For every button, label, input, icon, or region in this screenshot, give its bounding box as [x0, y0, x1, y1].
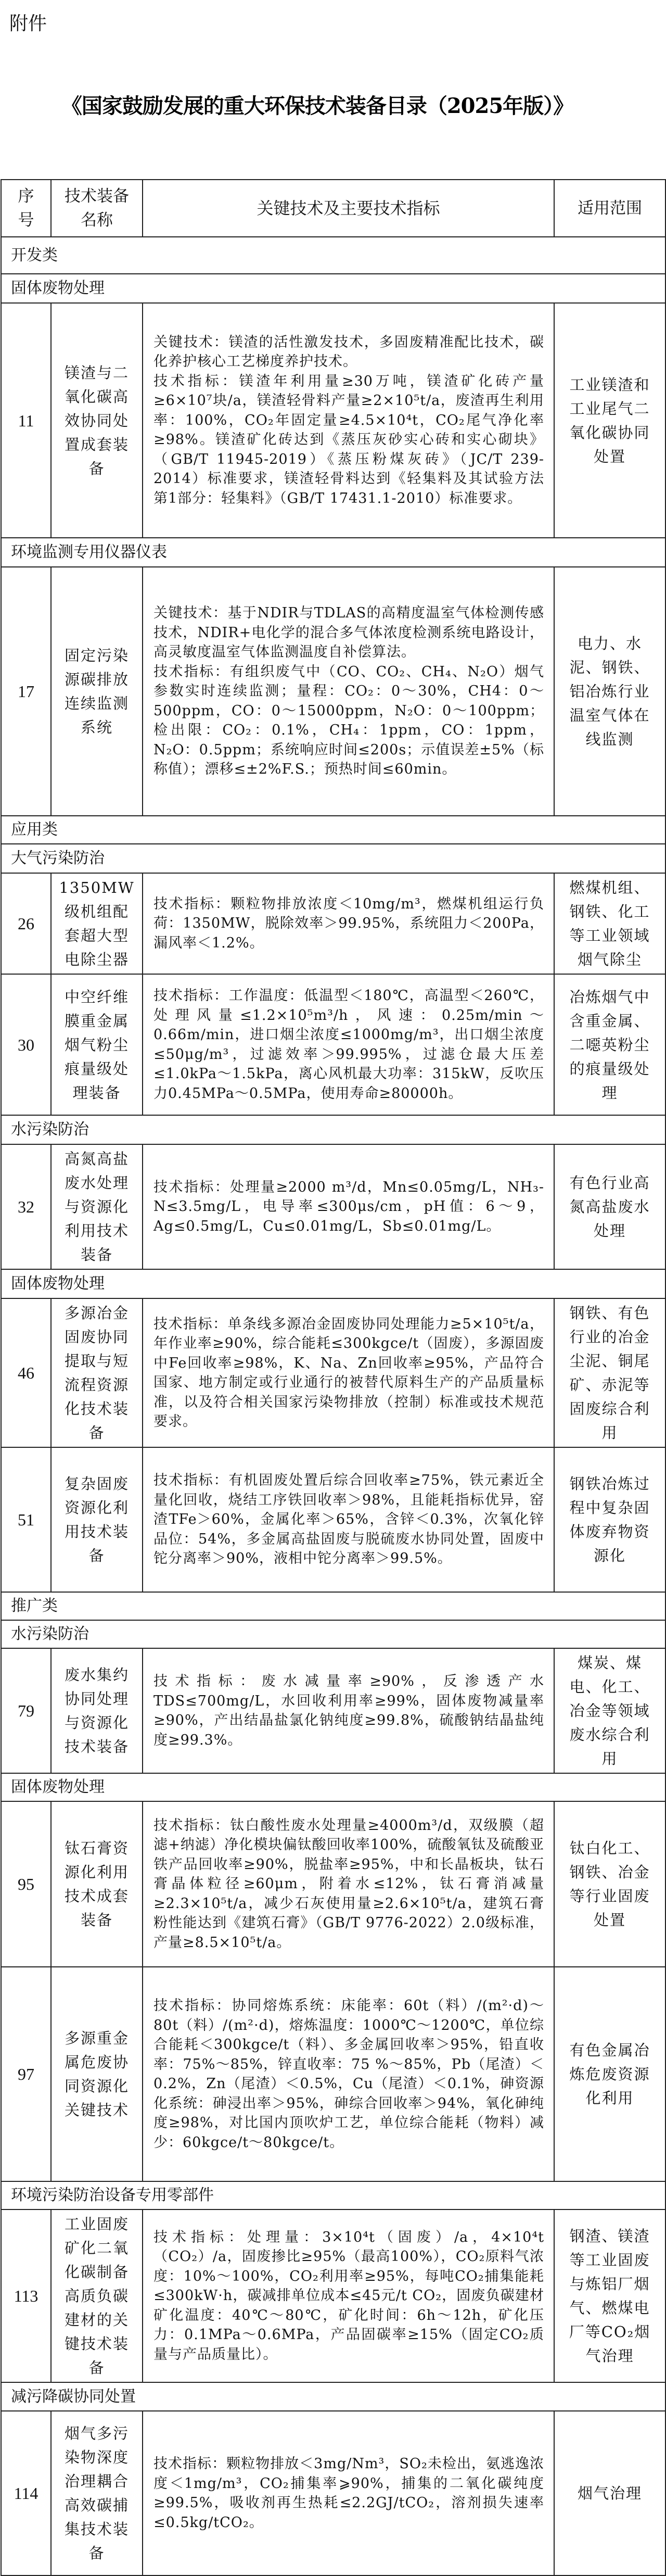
technology-paragraph: 技术指标：处理量：3×10⁴t（固废）/a，4×10⁴t（CO₂）/a，固废掺比≥95%（最高100%），CO₂原料气浓度：10%～100%，CO₂利用率≥95%，每吨CO₂捕集能耗≤300kW·h，碳减排单位成本≤45元/t CO₂，固废负碳建材矿化温度：40℃～80℃，矿化时间：6h～12h，矿化压力：0.1MPa～0.6MPa，产品固碳率≥15%（固定CO₂质量与产品质量比）。	[153, 2229, 544, 2363]
equipment-name-cell: 烟气多污染物深度治理耦合高效碳捕集技术装备	[51, 2411, 143, 2575]
equipment-name-cell: 钛石膏资源化利用技术成套装备	[51, 1801, 143, 1967]
technology-paragraph: 技术指标：钛白酸性废水处理量≥4000m³/d，双级膜（超滤+纳滤）净化模块偏钛酸回收率100%，硫酸氧钛及硫酸亚铁产品回收率≥90%，脱盐率≥95%，中和长晶板块，钛石膏晶体粒径≥60μm，附着水≤12%，钛石膏消减量≥2.3×10⁵t/a，减少石灰使用量≥2.6×10⁵t/a，建筑石膏粉性能达到《建筑石膏》（GB/T 9776-2022）2.0级标准，产量≥8.5×10⁵t/a。	[153, 1817, 544, 1951]
serial-number-cell: 30	[1, 974, 51, 1115]
technology-paragraph: 技术指标：工作温度：低温型＜180℃，高温型＜260℃，处理风量≤1.2×10⁵m³/h，风速：0.25m/min～0.66m/min，进口烟尘浓度≤1000mg/m³，出口烟尘浓度≤50μg/m³，过滤效率＞99.995%，过滤仓最大压差≤1.0kPa～1.5kPa，离心风机最大功率：315kW，反吹压力0.45MPa～0.5MPa，使用寿命≥80000h。	[153, 988, 544, 1102]
category-label: 应用类	[1, 816, 665, 844]
applicable-scope-cell: 烟气治理	[554, 2411, 665, 2575]
key-technology-cell	[143, 974, 554, 1115]
table-body	[1, 237, 665, 2575]
applicable-scope-cell: 钢渣、镁渣等工业固废与炼铝厂烟气、燃煤电厂等CO₂烟气治理	[554, 2209, 665, 2382]
subcategory-label: 固体废物处理	[1, 1269, 665, 1298]
applicable-scope-cell: 钢铁冶炼过程中复杂固体废弃物资源化	[554, 1447, 665, 1592]
table-row	[1, 1447, 665, 1592]
key-technology-cell	[143, 303, 554, 538]
technology-paragraph: 技术指标：有组织废气中（CO、CO₂、CH₄、N₂O）烟气参数实时连续监测；量程：CO₂：0～30%，CH4：0～500ppm，CO：0～15000ppm，N₂O：0～100ppm；检出限：CO₂：0.1%，CH₄：1ppm，CO：1ppm，N₂O：0.5ppm；系统响应时间≤200s；示值误差±5%（标称值）；漂移≤±2%F.S.；预热时间≤60min。	[153, 663, 544, 778]
subcategory-label: 水污染防治	[1, 1620, 665, 1648]
table-row	[1, 1648, 665, 1773]
applicable-scope-cell: 冶炼烟气中含重金属、二噁英粉尘的痕量级处理	[554, 974, 665, 1115]
key-technology-cell	[143, 1447, 554, 1592]
applicable-scope-cell: 钢铁、有色行业的冶金尘泥、铜尾矿、赤泥等固废综合利用	[554, 1298, 665, 1447]
equipment-name-cell: 复杂固废资源化利用技术装备	[51, 1447, 143, 1592]
equipment-name-cell: 工业固废矿化二氧化碳制备高质负碳建材的关键技术装备	[51, 2209, 143, 2382]
equipment-catalog-table	[1, 179, 666, 2576]
subcategory-header-row	[1, 538, 665, 567]
table-row	[1, 1801, 665, 1967]
key-technology-cell	[143, 1298, 554, 1447]
category-header-row	[1, 816, 665, 844]
serial-number-cell: 51	[1, 1447, 51, 1592]
subcategory-label: 水污染防治	[1, 1115, 665, 1144]
applicable-scope-cell: 煤炭、煤电、化工、冶金等领域废水综合利用	[554, 1648, 665, 1773]
header-equipment-name: 技术装备名称	[51, 180, 143, 237]
subcategory-header-row	[1, 1269, 665, 1298]
serial-number-cell: 114	[1, 2411, 51, 2575]
table-row	[1, 303, 665, 538]
technology-paragraph: 技术指标：颗粒物排放浓度＜10mg/m³，燃煤机组运行负荷：1350MW，脱除效率＞99.95%，系统阻力＜200Pa，漏风率＜1.2%。	[153, 895, 544, 951]
technology-paragraph: 技术指标：颗粒物排放＜3mg/Nm³，SO₂未检出，氨逃逸浓度＜1mg/m³，CO₂捕集率⩾90%，捕集的二氧化碳纯度≥99.5%，吸收剂再生热耗≤2.2GJ/tCO₂，溶剂损失速率≤0.5kg/tCO₂。	[153, 2456, 544, 2531]
applicable-scope-cell: 燃煤机组、钢铁、化工等工业领域烟气除尘	[554, 873, 665, 974]
subcategory-label: 大气污染防治	[1, 844, 665, 873]
category-label: 推广类	[1, 1592, 665, 1620]
serial-number-cell: 97	[1, 1967, 51, 2181]
key-technology-cell	[143, 1801, 554, 1967]
subcategory-label: 减污降碳协同处置	[1, 2382, 665, 2411]
technology-paragraph: 关键技术：基于NDIR与TDLAS的高精度温室气体检测传感技术，NDIR+电化学的混合多气体浓度检测系统电路设计，高灵敏度温室气体监测温度自补偿算法。	[153, 605, 544, 661]
subcategory-header-row	[1, 274, 665, 303]
applicable-scope-cell: 电力、水泥、钢铁、铝冶炼行业温室气体在线监测	[554, 567, 665, 816]
table-row	[1, 2209, 665, 2382]
subcategory-label: 固体废物处理	[1, 1773, 665, 1801]
category-header-row	[1, 237, 665, 274]
category-header-row	[1, 1592, 665, 1620]
subcategory-header-row	[1, 1620, 665, 1648]
serial-number-cell: 79	[1, 1648, 51, 1773]
subcategory-header-row	[1, 2382, 665, 2411]
technology-paragraph: 技术指标：有机固废处置后综合回收率≥75%，铁元素近全量化回收，烧结工序铁回收率＞98%，且能耗指标优异，窑渣TFe＞60%，金属化率＞65%，含锌＜0.3%，次氧化锌品位：54%，多金属高盐固废与脱硫废水协同处置，固废中铊分离率＞90%，液相中铊分离率＞99.5%。	[153, 1472, 544, 1567]
subcategory-header-row	[1, 1115, 665, 1144]
technology-paragraph: 技术指标：单条线多源冶金固废协同处理能力≥5×10⁵t/a，年作业率≥90%，综合能耗≤300kgce/t（固废），多源固废中Fe回收率≥98%，K、Na、Zn回收率≥95%，产品符合国家、地方制定或行业通行的被替代原料生产的产品质量标准，以及符合相关国家污染物排放（控制）标准或技术规范要求。	[153, 1316, 544, 1430]
category-label: 开发类	[1, 237, 665, 274]
table-row	[1, 1298, 665, 1447]
equipment-name-cell: 多源冶金固废协同提取与短流程资源化技术装备	[51, 1298, 143, 1447]
applicable-scope-cell: 有色行业高氮高盐废水处理	[554, 1144, 665, 1269]
table-row	[1, 1967, 665, 2181]
serial-number-cell: 26	[1, 873, 51, 974]
table-header-row	[1, 180, 665, 237]
technology-paragraph: 关键技术：镁渣的活性激发技术，多固废精准配比技术，碳化养护核心工艺梯度养护技术。	[153, 334, 544, 370]
applicable-scope-cell: 工业镁渣和工业尾气二氧化碳协同处置	[554, 303, 665, 538]
equipment-name-cell: 高氮高盐废水处理与资源化利用技术装备	[51, 1144, 143, 1269]
serial-number-cell: 95	[1, 1801, 51, 1967]
table-row	[1, 974, 665, 1115]
equipment-name-cell: 固定污染源碳排放连续监测系统	[51, 567, 143, 816]
applicable-scope-cell: 钛白化工、钢铁、冶金等行业固废处置	[554, 1801, 665, 1967]
key-technology-cell	[143, 873, 554, 974]
key-technology-cell	[143, 2411, 554, 2575]
technology-paragraph: 技术指标：处理量≥2000 m³/d，Mn≤0.05mg/L，NH₃-N≤3.5mg/L，电导率≤300μs/cm，pH值：6～9，Ag≤0.5mg/L，Cu≤0.01mg/L，Sb≤0.01mg/L。	[153, 1179, 544, 1234]
equipment-name-cell: 镁渣与二氧化碳高效协同处置成套装备	[51, 303, 143, 538]
subcategory-header-row	[1, 844, 665, 873]
key-technology-cell	[143, 1648, 554, 1773]
header-serial-number: 序号	[1, 180, 51, 237]
serial-number-cell: 11	[1, 303, 51, 538]
equipment-name-cell: 废水集约协同处理与资源化技术装备	[51, 1648, 143, 1773]
technology-paragraph: 技术指标：废水减量率≥90%，反渗透产水TDS≤700mg/L，水回收利用率≥99%，固体废物减量率≥90%，产出结晶盐氯化钠纯度≥99.8%，硫酸钠结晶盐纯度≥99.3%。	[153, 1673, 544, 1748]
equipment-name-cell: 中空纤维膜重金属烟气粉尘痕量级处理装备	[51, 974, 143, 1115]
subcategory-header-row	[1, 2181, 665, 2209]
key-technology-cell	[143, 1144, 554, 1269]
key-technology-cell	[143, 567, 554, 816]
subcategory-header-row	[1, 1773, 665, 1801]
key-technology-cell	[143, 2209, 554, 2382]
technology-paragraph: 技术指标：镁渣年利用量≥30万吨，镁渣矿化砖产量≥6×10⁷块/a，镁渣轻骨料产量≥2×10⁵t/a，废渣再生利用率：100%，CO₂年固定量≥4.5×10⁴t，CO₂尾气净化率≥98%。镁渣矿化砖达到《蒸压灰砂实心砖和实心砌块》（GB/T 11945-2019）《蒸压粉煤灰砖》（JC/T 239-2014）标准要求，镁渣轻骨料达到《轻集料及其试验方法 第1部分：轻集料》（GB/T 17431.1-2010）标准要求。	[153, 373, 544, 507]
equipment-name-cell: 1350MW级机组配套超大型电除尘器	[51, 873, 143, 974]
subcategory-label: 环境监测专用仪器仪表	[1, 538, 665, 567]
header-applicable-scope: 适用范围	[554, 180, 665, 237]
serial-number-cell: 32	[1, 1144, 51, 1269]
technology-paragraph: 技术指标：协同熔炼系统：床能率：60t（料）/(m²·d)～80t（料）/(m²·d)，熔炼温度：1000℃～1200℃，单位综合能耗＜300kgce/t（料）、多金属回收率＞95%，铅直收率：75%～85%，锌直收率：75 %～85%，Pb（尾渣）＜0.2%，Zn（尾渣）＜0.5%，Cu（尾渣）＜0.1%，砷资源化系统：砷浸出率＞95%，砷综合回收率＞94%，氧化砷纯度≥98%，对比国内顶吹炉工艺，单位综合能耗（物料）减少：60kgce/t～80kgce/t。	[153, 1998, 544, 2151]
table-row	[1, 2411, 665, 2575]
serial-number-cell: 17	[1, 567, 51, 816]
table-row	[1, 873, 665, 974]
serial-number-cell: 113	[1, 2209, 51, 2382]
applicable-scope-cell: 有色金属冶炼危废资源化利用	[554, 1967, 665, 2181]
equipment-name-cell: 多源重金属危废协同资源化关键技术	[51, 1967, 143, 2181]
subcategory-label: 固体废物处理	[1, 274, 665, 303]
table-row	[1, 567, 665, 816]
header-key-technology: 关键技术及主要技术指标	[143, 180, 554, 237]
document-title: 《国家鼓励发展的重大环保技术装备目录（2025年版）》	[61, 94, 574, 118]
table-row	[1, 1144, 665, 1269]
serial-number-cell: 46	[1, 1298, 51, 1447]
attachment-label: 附件	[9, 13, 47, 34]
key-technology-cell	[143, 1967, 554, 2181]
subcategory-label: 环境污染防治设备专用零部件	[1, 2181, 665, 2209]
